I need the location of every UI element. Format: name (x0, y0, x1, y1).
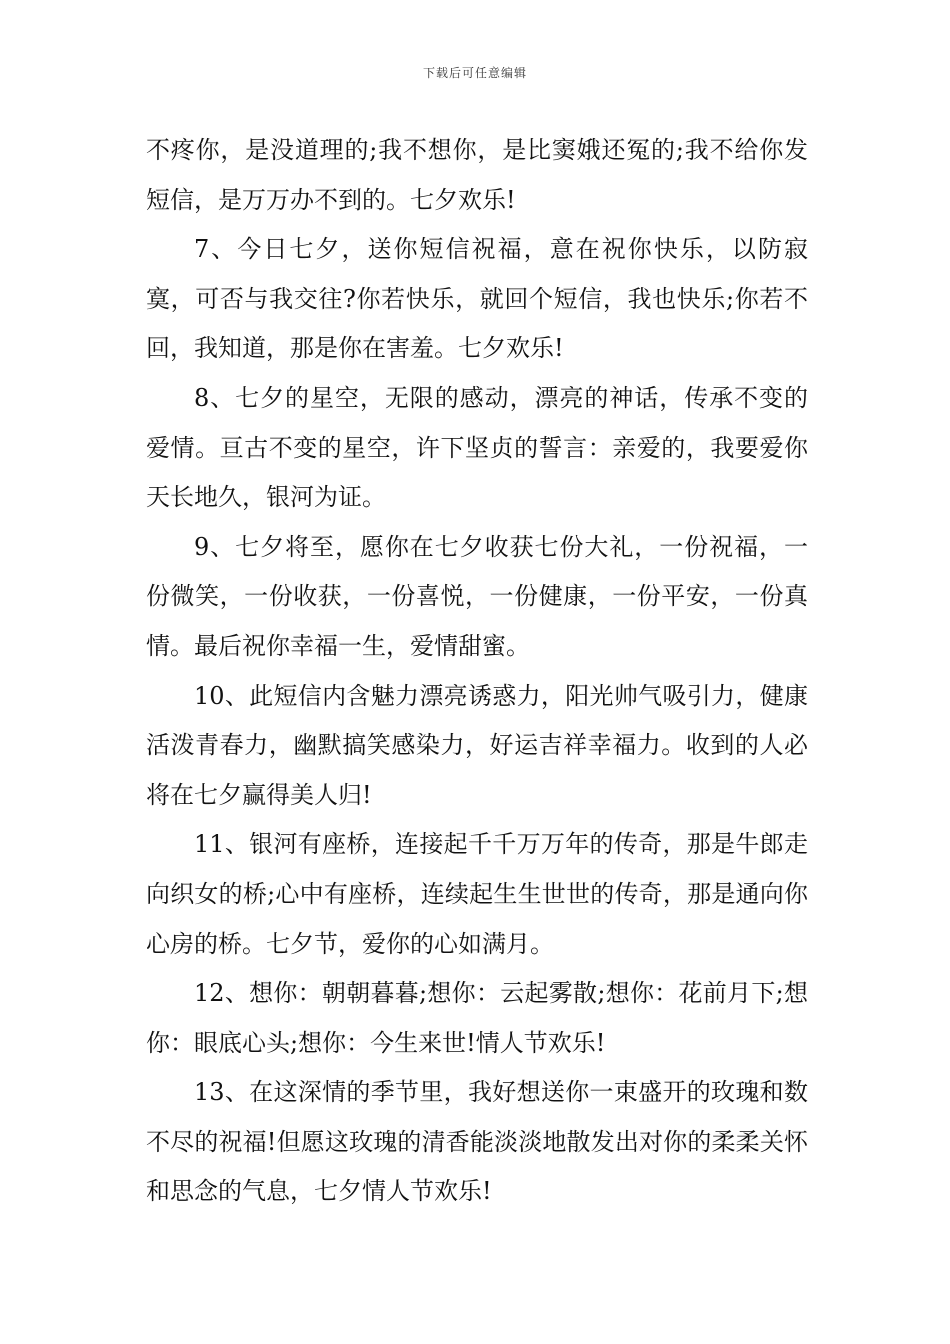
paragraph-11: 11、银河有座桥，连接起千千万万年的传奇，那是牛郎走向织女的桥;心中有座桥，连续起生生世世的传奇，那是通向你心房的桥。七夕节，爱你的心如满月。 (146, 830, 808, 958)
paragraph-10: 10、此短信内含魅力漂亮诱惑力，阳光帅气吸引力，健康活泼青春力，幽默搞笑感染力，好运吉祥幸福力。收到的人必将在七夕赢得美人归! (146, 681, 808, 809)
paragraph-continued: 不疼你，是没道理的;我不想你，是比窦娥还冤的;我不给你发短信，是万万办不到的。七夕欢乐! (146, 136, 808, 214)
paragraph-8: 8、七夕的星空，无限的感动，漂亮的神话，传承不变的爱情。亘古不变的星空，许下坚贞的誓言：亲爱的，我要爱你天长地久，银河为证。 (146, 383, 808, 512)
paragraph-13: 13、在这深情的季节里，我好想送你一束盛开的玫瑰和数不尽的祝福!但愿这玫瑰的清香能淡淡地散发出对你的柔柔关怀和思念的气息，七夕情人节欢乐! (146, 1078, 808, 1206)
paragraph-7: 7、今日七夕，送你短信祝福，意在祝你快乐，以防寂寞，可否与我交往?你若快乐，就回个短信，我也快乐;你若不回，我知道，那是你在害羞。七夕欢乐! (146, 235, 808, 363)
document-body (146, 126, 808, 1217)
paragraph-12: 12、想你：朝朝暮暮;想你：云起雾散;想你：花前月下;想你：眼底心头;想你：今生来世!情人节欢乐! (146, 979, 808, 1057)
paragraph-9: 9、七夕将至，愿你在七夕收获七份大礼，一份祝福，一份微笑，一份收获，一份喜悦，一份健康，一份平安，一份真情。最后祝你幸福一生，爱情甜蜜。 (146, 532, 808, 660)
page-header: 下载后可任意编辑 (422, 66, 527, 80)
